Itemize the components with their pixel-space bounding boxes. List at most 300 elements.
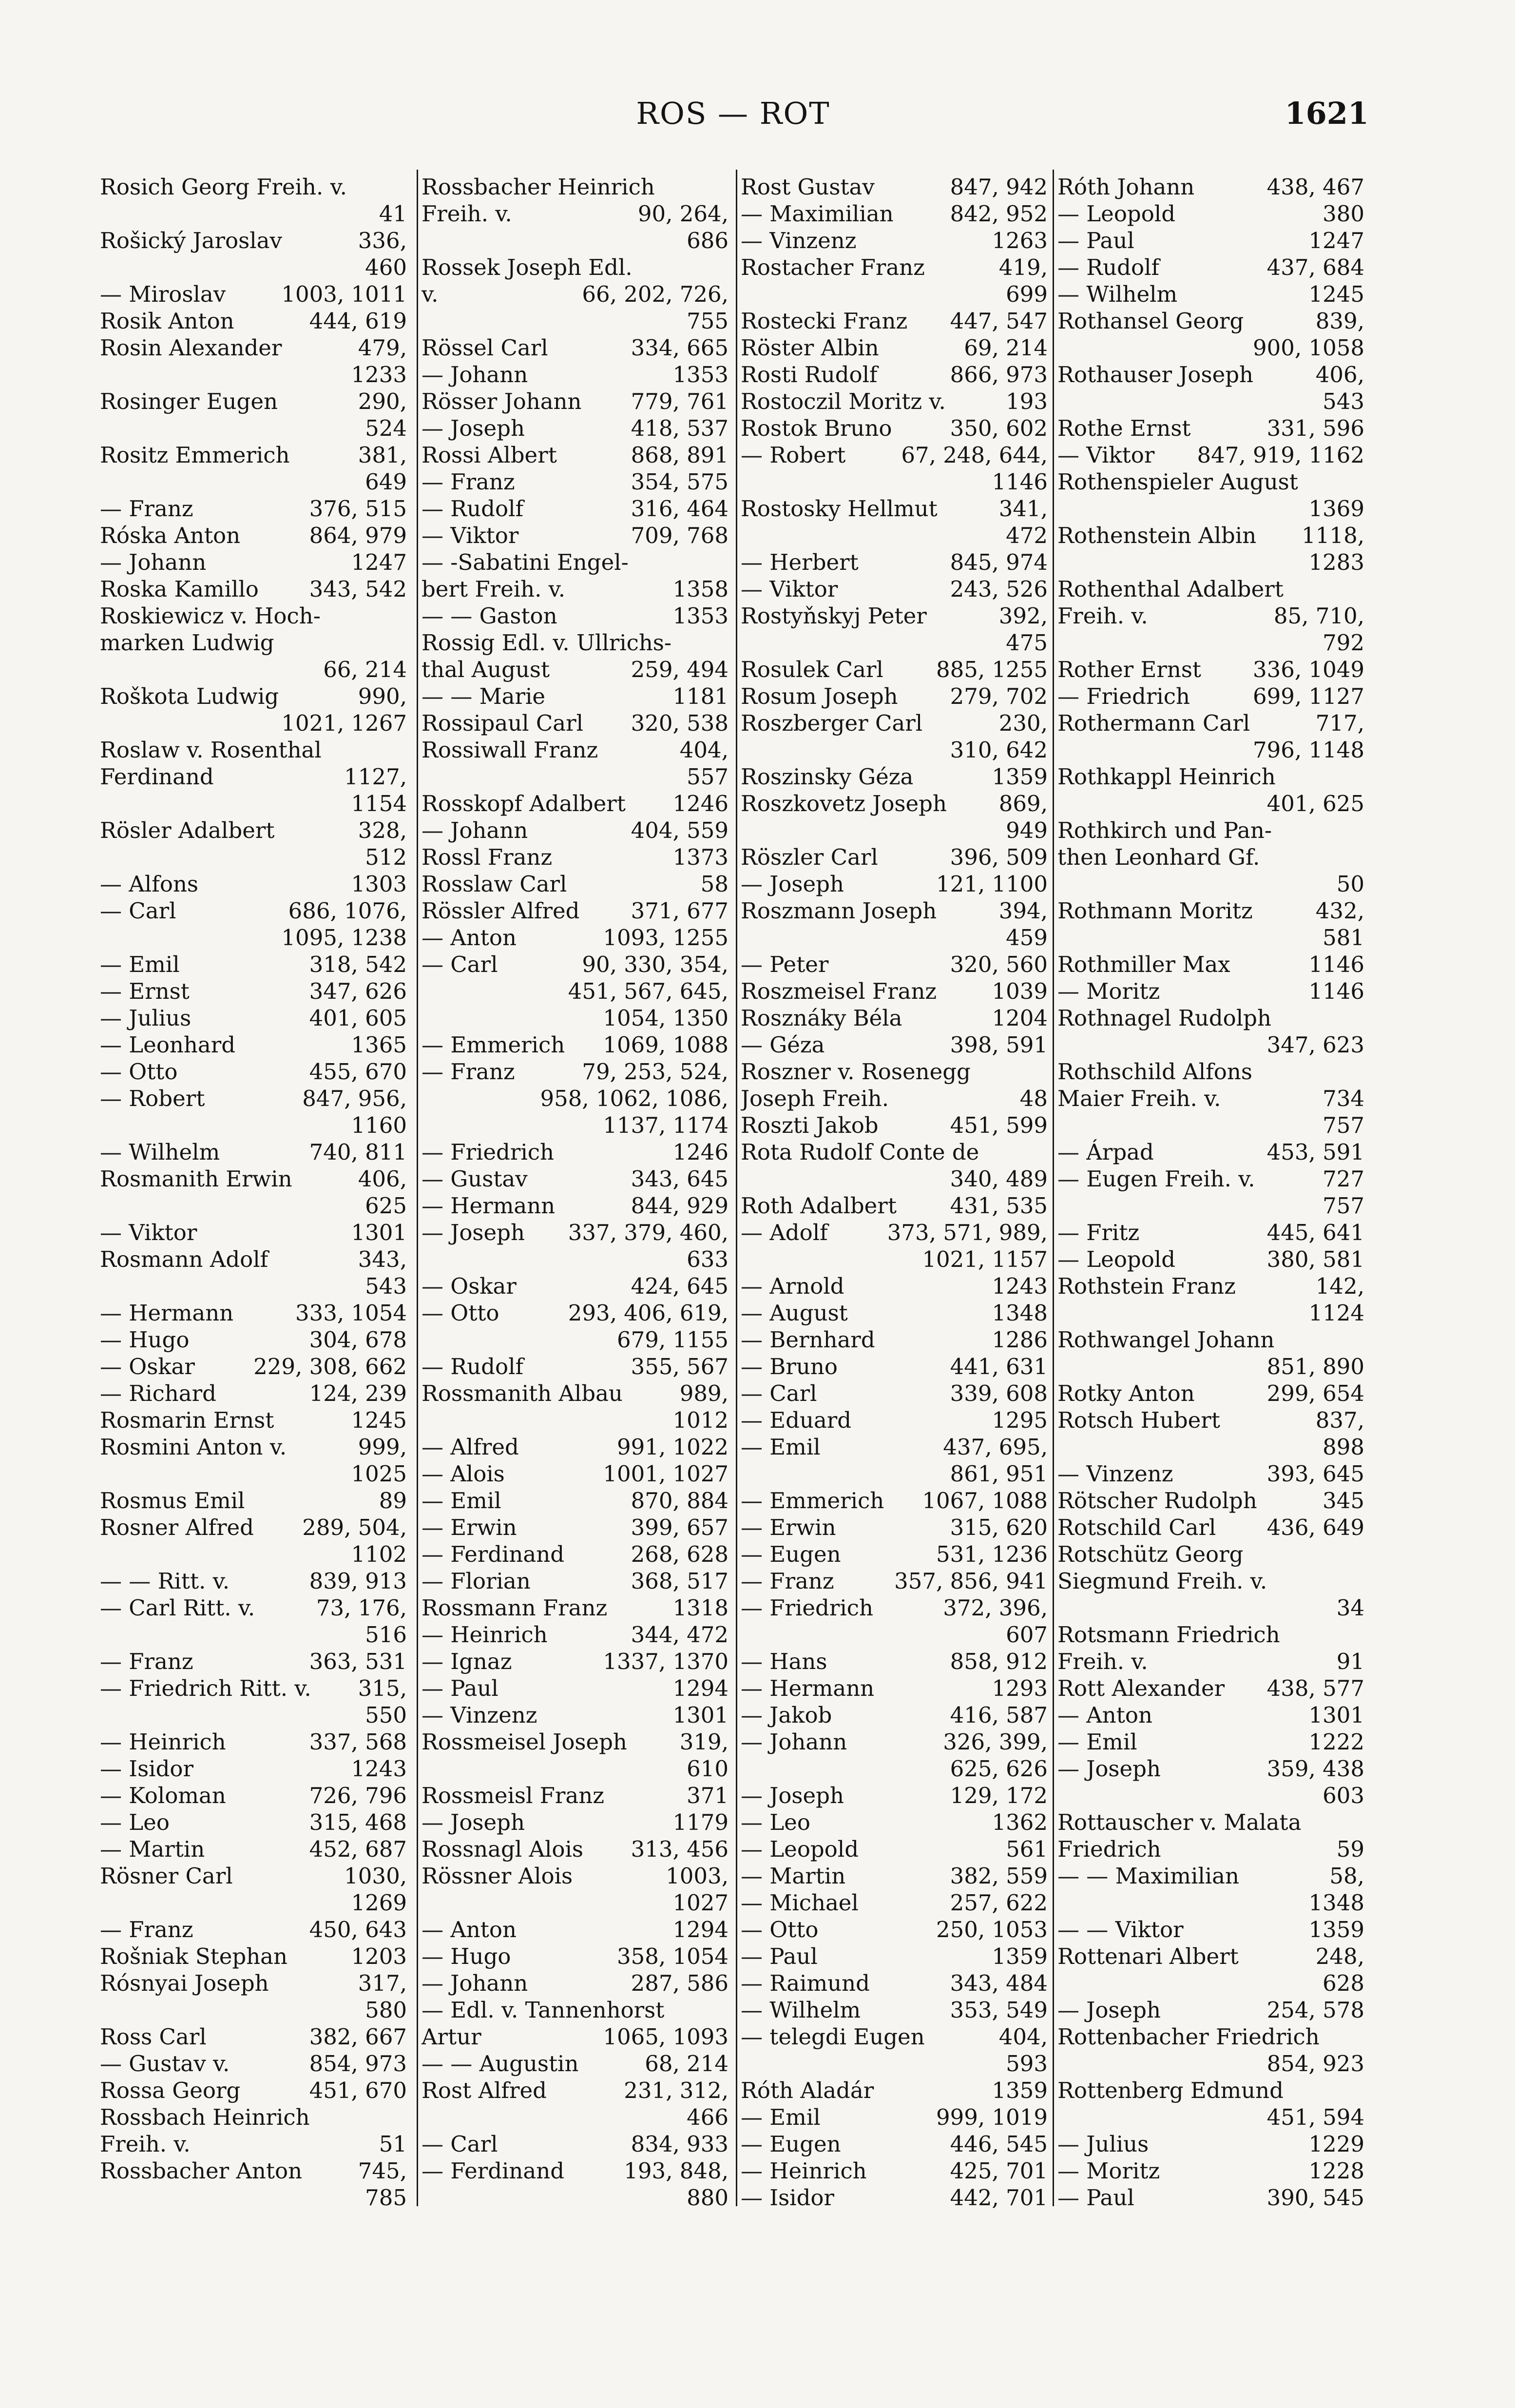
entry-pages: 1203 — [351, 1943, 407, 1969]
entry-pages: 1181 — [672, 683, 729, 709]
entry-pages: 1359 — [992, 1943, 1048, 1969]
list-item — [100, 871, 407, 897]
entry-name: — Robert — [100, 1086, 205, 1111]
list-item — [741, 1594, 1048, 1621]
list-item — [422, 897, 729, 924]
entry-name: Freih. v. — [422, 201, 512, 227]
list-item — [100, 2023, 407, 2050]
entry-name: — Géza — [741, 1032, 825, 1058]
list-item — [1057, 897, 1364, 924]
entry-pages: 699, 1127 — [1252, 683, 1364, 709]
entry-pages: 949 — [1006, 817, 1048, 843]
entry-pages: 373, 571, 989, — [887, 1220, 1048, 1245]
entry-pages: 68, 214 — [645, 2051, 729, 2077]
entry-pages: 382, 559 — [950, 1863, 1048, 1889]
entry-pages: 472 — [1006, 523, 1048, 548]
list-item — [1057, 1541, 1364, 1568]
list-item — [1057, 1970, 1364, 1997]
entry-name: Rothnagel Rudolph — [1057, 1005, 1271, 1031]
list-item — [741, 2077, 1048, 2104]
list-item — [100, 1809, 407, 1836]
entry-pages: 268, 628 — [631, 1541, 729, 1567]
entry-pages: 1353 — [672, 603, 729, 629]
entry-name: Rostacher Franz — [741, 254, 925, 280]
entry-name: — Fritz — [1057, 1220, 1140, 1245]
entry-pages: 392, — [998, 603, 1048, 629]
entry-pages: 868, 891 — [631, 442, 729, 468]
list-item — [100, 1568, 407, 1594]
list-item — [100, 2184, 407, 2211]
list-item — [1057, 1648, 1364, 1675]
entry-name: Rošický Jaroslav — [100, 228, 282, 253]
list-item — [100, 2077, 407, 2104]
entry-pages: 845, 974 — [950, 549, 1048, 575]
entry-name: — Emmerich — [741, 1488, 884, 1514]
list-item — [741, 683, 1048, 710]
list-item — [741, 281, 1048, 308]
entry-name: — Friedrich — [1057, 683, 1190, 709]
list-item — [741, 1407, 1048, 1434]
entry-name: Rosskopf Adalbert — [422, 791, 626, 816]
entry-name: Rostok Bruno — [741, 415, 892, 441]
list-item — [100, 1165, 407, 1192]
entry-name: thal August — [422, 657, 550, 682]
list-item — [1057, 737, 1364, 763]
entry-pages: 1233 — [351, 362, 407, 388]
list-item — [422, 1728, 729, 1755]
entry-name: — Wilhelm — [100, 1139, 220, 1165]
running-head: ROS — ROT — [636, 96, 830, 131]
entry-name: Rotsch Hubert — [1057, 1407, 1220, 1433]
entry-pages: 1124 — [1308, 1300, 1364, 1326]
list-item — [741, 817, 1048, 844]
entry-pages: 416, 587 — [950, 1702, 1048, 1728]
entry-pages: 451, 670 — [309, 2078, 407, 2103]
list-item — [1057, 1273, 1364, 1300]
entry-pages: 230, — [998, 710, 1048, 736]
entry-pages: 1301 — [1308, 1702, 1364, 1728]
list-item — [741, 1782, 1048, 1809]
entry-pages: 854, 923 — [1266, 2051, 1364, 2077]
entry-name: — Rudolf — [422, 1354, 524, 1379]
list-item — [422, 1621, 729, 1648]
list-item — [741, 2023, 1048, 2050]
list-item — [422, 334, 729, 361]
entry-pages: 1337, 1370 — [603, 1649, 729, 1674]
list-item — [100, 2050, 407, 2077]
list-item — [422, 629, 729, 656]
entry-name: — Hugo — [100, 1327, 190, 1353]
entry-name: Rossbach Heinrich — [100, 2104, 310, 2130]
entry-pages: 451, 594 — [1266, 2104, 1364, 2130]
entry-pages: 447, 547 — [950, 308, 1048, 334]
entry-name: — Gustav — [422, 1166, 528, 1192]
entry-pages: 376, 515 — [309, 496, 407, 522]
list-item — [1057, 1916, 1364, 1943]
entry-name: Rottauscher v. Malata — [1057, 1809, 1302, 1835]
column-rule — [417, 170, 418, 2206]
column-2 — [422, 174, 729, 2211]
entry-name: Rosmann Adolf — [100, 1246, 268, 1272]
list-item — [1057, 281, 1364, 308]
entry-pages: 726, 796 — [309, 1783, 407, 1808]
list-item — [741, 871, 1048, 897]
entry-pages: 839, 913 — [309, 1568, 407, 1594]
list-item — [100, 1836, 407, 1863]
entry-name: marken Ludwig — [100, 630, 274, 656]
entry-name: Rossiwall Franz — [422, 737, 598, 763]
list-item — [100, 1434, 407, 1460]
entry-pages: 59 — [1336, 1836, 1364, 1862]
entry-pages: 1247 — [1308, 228, 1364, 253]
entry-name: Rössel Carl — [422, 335, 548, 361]
entry-pages: 1294 — [672, 1675, 729, 1701]
entry-pages: 1027 — [672, 1890, 729, 1916]
list-item — [100, 1755, 407, 1782]
entry-name: Rossmeisel Joseph — [422, 1729, 627, 1755]
entry-name: — Viktor — [422, 523, 519, 548]
entry-pages: 1369 — [1308, 496, 1364, 522]
list-item — [100, 1139, 407, 1165]
list-item — [100, 1058, 407, 1085]
list-item — [1057, 1487, 1364, 1514]
list-item — [1057, 576, 1364, 602]
entry-pages: 393, 645 — [1266, 1461, 1364, 1487]
entry-pages: 121, 1100 — [936, 871, 1048, 897]
entry-name: — Bruno — [741, 1354, 838, 1379]
entry-pages: 347, 626 — [309, 978, 407, 1004]
entry-name: Rosmini Anton v. — [100, 1434, 287, 1460]
entry-pages: 524 — [365, 415, 407, 441]
list-item — [100, 737, 407, 763]
entry-name: — Martin — [100, 1836, 205, 1862]
list-item — [1057, 2077, 1364, 2104]
entry-pages: 333, 1054 — [295, 1300, 407, 1326]
entry-name: Rostoczil Moritz v. — [741, 388, 946, 414]
entry-name: — Emmerich — [422, 1032, 565, 1058]
list-item — [422, 844, 729, 871]
entry-name: Rosmarin Ernst — [100, 1407, 274, 1433]
entry-name: — Johann — [422, 817, 528, 843]
list-item — [422, 1809, 729, 1836]
entry-name: Rothermann Carl — [1057, 710, 1250, 736]
entry-name: — Ernst — [100, 978, 190, 1004]
list-item — [1057, 549, 1364, 576]
list-item — [100, 951, 407, 978]
list-item — [100, 1594, 407, 1621]
entry-pages: 345 — [1323, 1488, 1364, 1514]
list-item — [422, 1997, 729, 2023]
entry-pages: 401, 605 — [309, 1005, 407, 1031]
entry-name: — Hermann — [422, 1193, 556, 1219]
entry-name: Roslaw v. Rosenthal — [100, 737, 322, 763]
entry-pages: 444, 619 — [309, 308, 407, 334]
list-item — [1057, 656, 1364, 683]
entry-pages: 531, 1236 — [936, 1541, 1048, 1567]
list-item — [100, 2104, 407, 2131]
entry-name: Roskiewicz v. Hoch- — [100, 603, 321, 629]
list-item — [1057, 1514, 1364, 1541]
entry-pages: 1067, 1088 — [922, 1488, 1048, 1514]
entry-name: — Erwin — [741, 1515, 836, 1540]
entry-name: — Julius — [100, 1005, 192, 1031]
entry-name: Roska Kamillo — [100, 576, 259, 602]
list-item — [741, 1755, 1048, 1782]
list-item — [741, 1702, 1048, 1728]
list-item — [1057, 1863, 1364, 1889]
entry-pages: 847, 942 — [950, 174, 1048, 200]
list-item — [422, 1916, 729, 1943]
list-item — [741, 790, 1048, 817]
entry-name: — Joseph — [1057, 1997, 1161, 2023]
entry-pages: 1222 — [1308, 1729, 1364, 1755]
entry-pages: 1286 — [992, 1327, 1048, 1353]
entry-name: — Johann — [741, 1729, 847, 1755]
entry-pages: 446, 545 — [950, 2131, 1048, 2157]
entry-pages: 1301 — [672, 1702, 729, 1728]
entry-pages: 851, 890 — [1266, 1354, 1364, 1379]
entry-name: — Joseph — [422, 1809, 525, 1835]
list-item — [422, 415, 729, 442]
entry-pages: 757 — [1323, 1112, 1364, 1138]
entry-name: — Moritz — [1057, 2158, 1160, 2184]
entry-name: Rota Rudolf Conte de — [741, 1139, 979, 1165]
entry-pages: 1093, 1255 — [603, 925, 729, 951]
list-item — [422, 1353, 729, 1380]
entry-pages: 1137, 1174 — [603, 1112, 729, 1138]
entry-pages: 1054, 1350 — [603, 1005, 729, 1031]
list-item — [1057, 1005, 1364, 1031]
entry-name: — Friedrich — [741, 1595, 873, 1621]
column-3 — [741, 174, 1048, 2211]
list-item — [1057, 1943, 1364, 1970]
list-item — [100, 656, 407, 683]
list-item — [741, 2050, 1048, 2077]
entry-pages: 755 — [687, 308, 729, 334]
entry-pages: 257, 622 — [950, 1890, 1048, 1916]
list-item — [1057, 978, 1364, 1005]
list-item — [1057, 254, 1364, 281]
entry-pages: 686, 1076, — [288, 898, 407, 924]
list-item — [741, 1246, 1048, 1273]
entry-pages: 381, — [358, 442, 407, 468]
entry-pages: 1365 — [351, 1032, 407, 1058]
entry-name: — Vinzenz — [741, 228, 857, 253]
list-item — [741, 1139, 1048, 1165]
entry-pages: 340, 489 — [950, 1166, 1048, 1192]
entry-pages: 999, 1019 — [936, 2104, 1048, 2130]
entry-pages: 142, — [1315, 1273, 1364, 1299]
entry-pages: 1025 — [351, 1461, 407, 1487]
entry-pages: 394, — [998, 898, 1048, 924]
list-item — [422, 763, 729, 790]
list-item — [1057, 924, 1364, 951]
entry-pages: 371, 677 — [631, 898, 729, 924]
entry-name: Roszberger Carl — [741, 710, 923, 736]
entry-name: then Leonhard Gf. — [1057, 844, 1260, 870]
entry-name: — Leopold — [1057, 1246, 1176, 1272]
list-item — [741, 844, 1048, 871]
entry-name: Rossmann Franz — [422, 1595, 608, 1621]
entry-name: — Rudolf — [1057, 254, 1160, 280]
entry-name: — Adolf — [741, 1220, 828, 1245]
entry-name: Rother Ernst — [1057, 657, 1202, 682]
list-item — [741, 468, 1048, 495]
entry-pages: 625 — [365, 1193, 407, 1219]
list-item — [422, 978, 729, 1005]
list-item — [1057, 629, 1364, 656]
entry-pages: 310, 642 — [950, 737, 1048, 763]
entry-pages: 347, 623 — [1266, 1032, 1364, 1058]
entry-name: Rottenari Albert — [1057, 1943, 1239, 1969]
list-item — [100, 576, 407, 602]
list-item — [100, 817, 407, 844]
entry-name: Röster Albin — [741, 335, 879, 361]
entry-pages: 48 — [1019, 1086, 1048, 1111]
list-item — [741, 1380, 1048, 1407]
entry-name: — Alois — [422, 1461, 505, 1487]
entry-pages: 581 — [1323, 925, 1364, 951]
entry-pages: 67, 248, 644, — [901, 442, 1048, 468]
entry-pages: 1146 — [992, 469, 1048, 495]
entry-pages: 543 — [365, 1273, 407, 1299]
list-item — [422, 1219, 729, 1246]
entry-name: Rothenthal Adalbert — [1057, 576, 1284, 602]
list-item — [100, 2157, 407, 2184]
list-item — [100, 1085, 407, 1112]
entry-pages: 380 — [1323, 201, 1364, 227]
list-item — [100, 1300, 407, 1326]
entry-name: Freih. v. — [100, 2131, 191, 2157]
entry-name: bert Freih. v. — [422, 576, 566, 602]
list-item — [741, 1434, 1048, 1460]
entry-name: — Emil — [100, 952, 180, 977]
entry-name: Rothstein Franz — [1057, 1273, 1236, 1299]
list-item — [422, 1434, 729, 1460]
list-item — [422, 1192, 729, 1219]
entry-pages: 989, — [679, 1380, 729, 1406]
entry-name: — Carl — [100, 898, 176, 924]
entry-pages: 1039 — [992, 978, 1048, 1004]
entry-name: Rothkappl Heinrich — [1057, 764, 1276, 790]
entry-name: Rósnyai Joseph — [100, 1970, 269, 1996]
list-item — [100, 308, 407, 334]
entry-pages: 336, — [358, 228, 407, 253]
entry-name: — Anton — [1057, 1702, 1152, 1728]
entry-pages: 337, 379, 460, — [568, 1220, 729, 1245]
list-item — [1057, 2104, 1364, 2131]
list-item — [1057, 1031, 1364, 1058]
entry-pages: 1245 — [1308, 281, 1364, 307]
list-item — [741, 1326, 1048, 1353]
list-item — [741, 897, 1048, 924]
list-item — [1057, 1165, 1364, 1192]
list-item — [1057, 710, 1364, 737]
entry-pages: 1095, 1238 — [281, 925, 407, 951]
entry-name: — Eugen — [741, 1541, 841, 1567]
entry-pages: 866, 973 — [950, 362, 1048, 388]
entry-pages: 958, 1062, 1086, — [540, 1086, 729, 1111]
entry-name: Rothe Ernst — [1057, 415, 1191, 441]
entry-pages: 727 — [1323, 1166, 1364, 1192]
entry-name: Roszmann Joseph — [741, 898, 937, 924]
list-item — [422, 2131, 729, 2157]
entry-name: Róth Johann — [1057, 174, 1195, 200]
list-item — [422, 1407, 729, 1434]
entry-name: Rossa Georg — [100, 2078, 241, 2103]
list-item — [100, 1326, 407, 1353]
entry-name: Rosti Rudolf — [741, 362, 878, 388]
entry-name: — Richard — [100, 1380, 216, 1406]
entry-pages: 1030, — [344, 1863, 407, 1889]
entry-name: Rotschütz Georg — [1057, 1541, 1244, 1567]
entry-name: v. — [422, 281, 439, 307]
entry-pages: 450, 643 — [309, 1917, 407, 1942]
list-item — [1057, 1889, 1364, 1916]
list-item — [100, 1112, 407, 1139]
entry-name: Rosmus Emil — [100, 1488, 245, 1514]
list-item — [422, 1541, 729, 1568]
list-item — [1057, 334, 1364, 361]
entry-pages: 1012 — [672, 1407, 729, 1433]
entry-pages: 1295 — [992, 1407, 1048, 1433]
entry-name: Freih. v. — [1057, 603, 1148, 629]
list-item — [1057, 1782, 1364, 1809]
entry-name: — Friedrich — [422, 1139, 554, 1165]
entry-pages: 1021, 1157 — [922, 1246, 1048, 1272]
entry-pages: 734 — [1323, 1086, 1364, 1111]
entry-name: — Alfred — [422, 1434, 519, 1460]
entry-pages: 709, 768 — [631, 523, 729, 548]
entry-pages: 438, 467 — [1266, 174, 1364, 200]
entry-name: — Leopold — [741, 1836, 859, 1862]
entry-name: Róska Anton — [100, 523, 241, 548]
list-item — [1057, 683, 1364, 710]
entry-name: Siegmund Freih. v. — [1057, 1568, 1267, 1594]
list-item — [100, 1380, 407, 1407]
entry-name: Roth Adalbert — [741, 1193, 897, 1219]
entry-pages: 406, — [358, 1166, 407, 1192]
entry-pages: 73, 176, — [316, 1595, 407, 1621]
entry-pages: 1348 — [1308, 1890, 1364, 1916]
entry-pages: 41 — [379, 201, 407, 227]
list-item — [100, 924, 407, 951]
entry-pages: 757 — [1323, 1193, 1364, 1219]
entry-pages: 254, 578 — [1266, 1997, 1364, 2023]
entry-pages: 318, 542 — [309, 952, 407, 977]
list-item — [100, 1031, 407, 1058]
entry-pages: 740, 811 — [309, 1139, 407, 1165]
entry-pages: 382, 667 — [309, 2024, 407, 2050]
entry-pages: 837, — [1315, 1407, 1364, 1433]
entry-name: Rossmanith Albau — [422, 1380, 623, 1406]
list-item — [422, 2157, 729, 2184]
entry-name: — Otto — [741, 1917, 819, 1942]
list-item — [741, 737, 1048, 763]
list-item — [422, 1648, 729, 1675]
entry-name: Rösler Adalbert — [100, 817, 275, 843]
entry-name: — Carl — [741, 1380, 817, 1406]
list-item — [100, 254, 407, 281]
list-item — [422, 790, 729, 817]
entry-name: Rothenspieler August — [1057, 469, 1298, 495]
page-header — [97, 96, 1369, 135]
entry-pages: 792 — [1323, 630, 1364, 656]
list-item — [422, 1031, 729, 1058]
entry-pages: 437, 684 — [1266, 254, 1364, 280]
entry-pages: 250, 1053 — [936, 1917, 1048, 1942]
list-item — [100, 334, 407, 361]
